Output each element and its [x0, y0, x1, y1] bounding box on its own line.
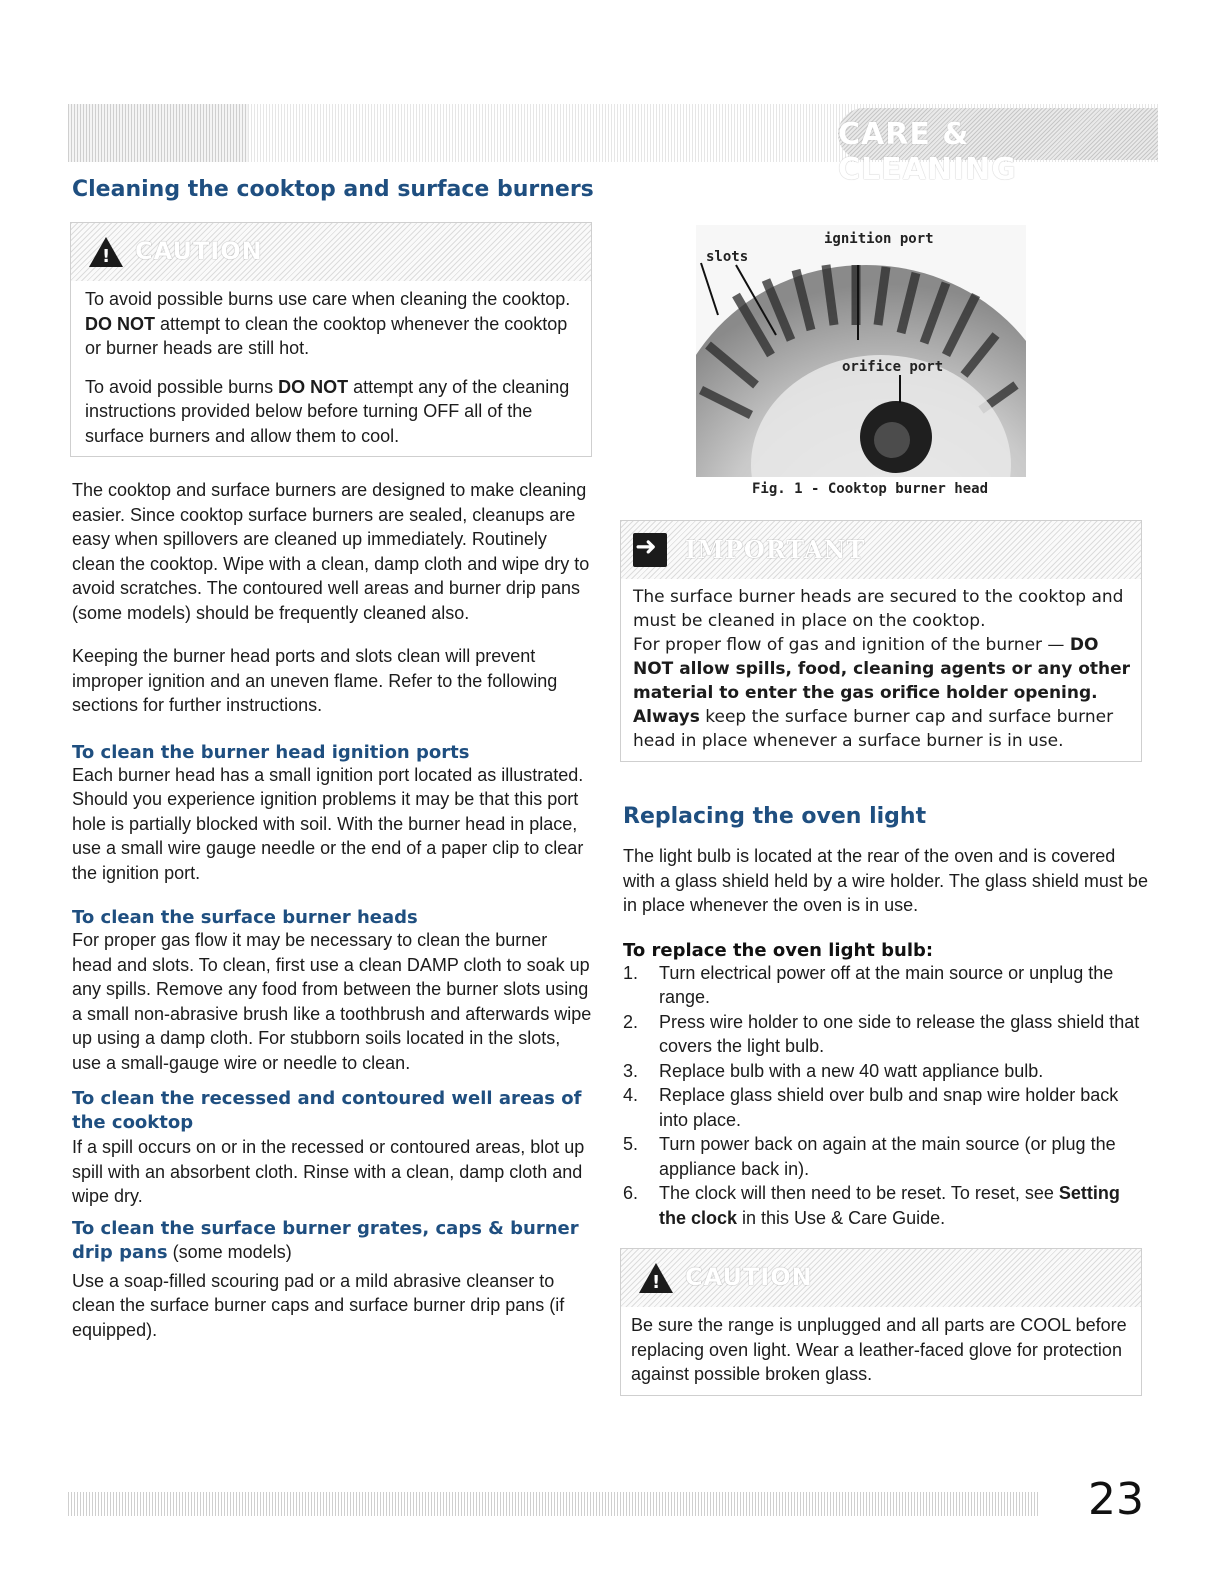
- burner-heads-heading: To clean the surface burner heads: [72, 907, 418, 928]
- page-number: 23: [1088, 1474, 1144, 1525]
- figure-caption: Fig. 1 - Cooktop burner head: [752, 481, 989, 497]
- important-title: IMPORTANT: [685, 535, 866, 564]
- step-text: Press wire holder to one side to release the glass shield that covers the light bulb.: [659, 1011, 1140, 1056]
- step-number: 2.: [623, 1011, 639, 1032]
- intro-paragraph-2: Keeping the burner head ports and slots clean will prevent improper ignition and an uneven flame. Refer to the following sections for further instructions.: [72, 646, 558, 715]
- header-pill: [838, 108, 1158, 187]
- oven-light-caution-text: Be sure the range is unplugged and all parts are COOL before replacing oven light. Wear a leather-faced glove for protection against possible broken glass.: [631, 1315, 1127, 1384]
- important-header: ➜ IMPORTANT: [621, 521, 1141, 579]
- well-areas-heading: To clean the recessed and contoured well areas of the cooktop: [72, 1088, 582, 1133]
- step-text: The clock will then need to be reset. To reset, see Setting the clock in this Use & Care Guide.: [659, 1183, 1120, 1228]
- step-text: Replace glass shield over bulb and snap wire holder back into place.: [659, 1085, 1119, 1130]
- caution-title-2: CAUTION: [685, 1263, 813, 1291]
- step-number: 5.: [623, 1134, 639, 1154]
- caution-header-2: ! CAUTION: [621, 1249, 1141, 1307]
- important-text: The surface burner heads are secured to the cooktop and must be cleaned in place on the cooktop. For proper flow of gas and ignition of the burner — DO NOT allow spills, food, cleaning agents or any other material to enter the gas orifice holder opening. Always keep the surface burner cap and surface burner head in place whenever a surface burner is in use.: [633, 587, 1131, 751]
- important-box: [620, 520, 1142, 762]
- left-body: [72, 478, 592, 1342]
- caution-box-oven-light: [620, 1248, 1142, 1396]
- intro-paragraph-1: The cooktop and surface burners are designed to make cleaning easier. Since cooktop surface burners are sealed, cleanups are easy when spillovers are cleaned up immediately. Routinely clean the cooktop. Wipe with a clean, damp cloth and wipe dry to avoid scratches. The contoured well areas and burner drip pans (some models) should be frequently cleaned also.: [72, 480, 590, 623]
- replace-bulb-heading: To replace the oven light bulb:: [623, 939, 934, 961]
- step-number: 6.: [623, 1183, 639, 1203]
- caution-paragraph-1: To avoid possible burns use care when cleaning the cooktop. DO NOT attempt to clean the cooktop whenever the cooktop or burner heads are still hot.: [85, 289, 571, 358]
- orifice-port-label: orifice port: [842, 359, 944, 375]
- burner-head-photo: [696, 225, 1026, 477]
- step-item: [623, 1181, 1148, 1230]
- step-item: [623, 1132, 1148, 1181]
- grates-heading: To clean the surface burner grates, caps & burner drip pans (some models): [72, 1217, 579, 1263]
- right-body: [623, 844, 1148, 1230]
- ignition-ports-body: Each burner head has a small ignition port located as illustrated. Should you experience ignition problems it may be that this port hole is partially blocked with soil. With the burner head in place, use a small wire gauge needle or the end of a paper clip to clear the ignition port.: [72, 764, 584, 883]
- oven-light-intro: The light bulb is located at the rear of the oven and is covered with a glass shield held by a wire holder. The glass shield must be in place whenever the oven is in use.: [623, 846, 1148, 915]
- step-number: 4.: [623, 1085, 639, 1105]
- oven-light-section-title: Replacing the oven light: [623, 804, 927, 829]
- ignition-port-label: ignition port: [824, 231, 934, 247]
- well-areas-body: If a spill occurs on or in the recessed or contoured areas, blot up spill with an absorbent cloth. Rinse with a clean, damp cloth and wipe dry.: [72, 1137, 585, 1206]
- footer-band: [68, 1492, 1040, 1516]
- step-number: 1.: [623, 962, 639, 983]
- step-text: Turn electrical power off at the main source or unplug the range.: [659, 962, 1114, 1007]
- caution-paragraph-2: To avoid possible burns DO NOT attempt any of the cleaning instructions provided below before turning OFF all of the surface burners and allow them to cool.: [85, 376, 570, 446]
- cooktop-section-title: Cleaning the cooktop and surface burners: [72, 177, 594, 202]
- caution-title: CAUTION: [135, 237, 263, 265]
- step-item: [623, 1083, 1148, 1132]
- page-section-title: CARE & CLEANING: [838, 117, 1017, 187]
- step-item: [623, 961, 1148, 1010]
- burner-heads-body: For proper gas flow it may be necessary to clean the burner head and slots. To clean, first use a clean DAMP cloth to soak up any spills. Remove any food from between the burner slots using a small non-abrasive brush like a toothbrush and afterwards wipe up using a damp cloth. For stubborn soils located in the slots, use a small-gauge wire or needle to clean.: [72, 930, 592, 1073]
- grates-body: Use a soap-filled scouring pad or a mild abrasive cleanser to clean the surface burner caps and surface burner drip pans (if equipped).: [72, 1270, 565, 1340]
- caution-header: ! CAUTION: [71, 223, 591, 281]
- slots-label: slots: [706, 249, 749, 265]
- step-number: 3.: [623, 1060, 639, 1081]
- step-item: [623, 1010, 1148, 1059]
- step-text: Turn power back on again at the main source (or plug the appliance back in).: [659, 1134, 1116, 1179]
- step-item: [623, 1059, 1148, 1084]
- step-text: Replace bulb with a new 40 watt appliance bulb.: [659, 1060, 1044, 1081]
- replace-bulb-steps: [623, 961, 1148, 1231]
- ignition-ports-heading: To clean the burner head ignition ports: [72, 741, 470, 763]
- header-band: [68, 104, 1158, 187]
- caution-box-cooktop: [70, 222, 592, 457]
